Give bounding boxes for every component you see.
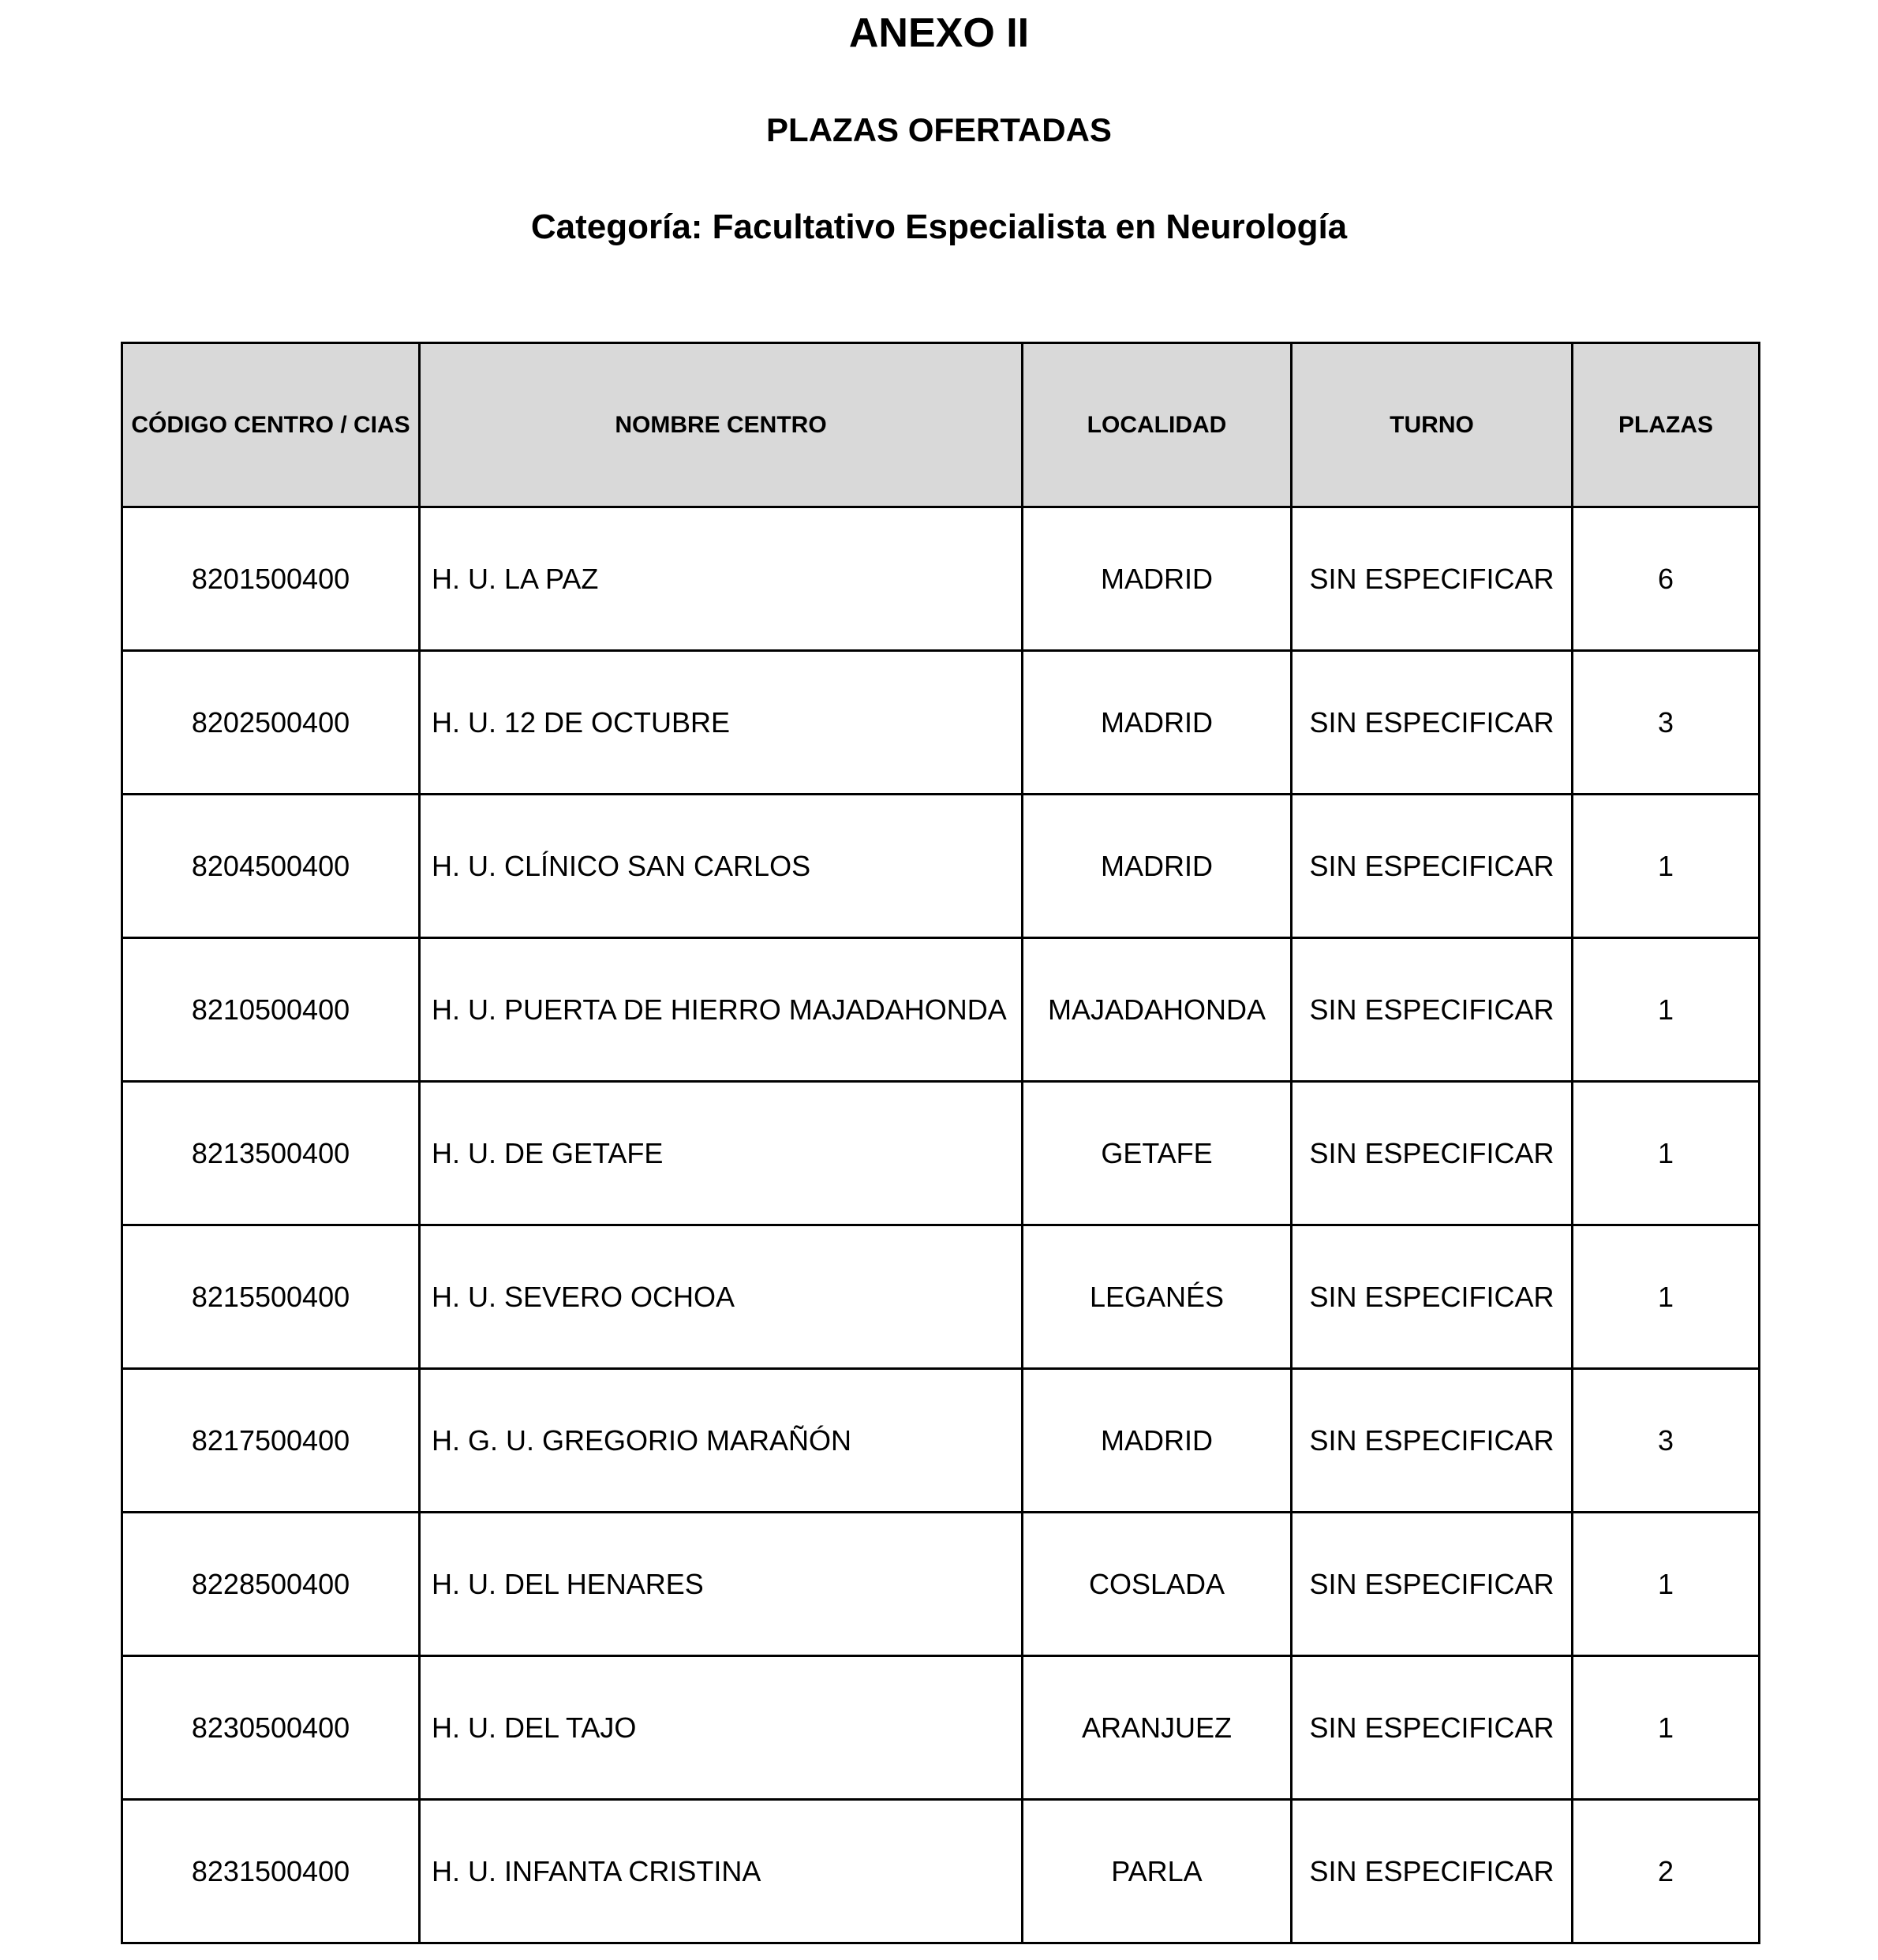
cell-places: 3 [1573,1369,1760,1513]
cell-shift: SIN ESPECIFICAR [1292,507,1573,651]
cell-locality: MADRID [1023,651,1292,795]
cell-places: 3 [1573,651,1760,795]
cell-name: H. U. CLÍNICO SAN CARLOS [420,795,1023,938]
cell-shift: SIN ESPECIFICAR [1292,1656,1573,1800]
cell-places: 1 [1573,1513,1760,1656]
cell-shift: SIN ESPECIFICAR [1292,1082,1573,1225]
header-code: CÓDIGO CENTRO / CIAS [122,343,420,507]
table-row [122,1082,1760,1225]
cell-places: 1 [1573,1082,1760,1225]
cell-code: 8228500400 [122,1513,420,1656]
cell-code: 8201500400 [122,507,420,651]
table-row [122,651,1760,795]
cell-locality: ARANJUEZ [1023,1656,1292,1800]
cell-name: H. U. DEL TAJO [420,1656,1023,1800]
cell-name: H. U. 12 DE OCTUBRE [420,651,1023,795]
cell-code: 8217500400 [122,1369,420,1513]
cell-shift: SIN ESPECIFICAR [1292,795,1573,938]
cell-shift: SIN ESPECIFICAR [1292,1513,1573,1656]
cell-code: 8230500400 [122,1656,420,1800]
table-row [122,1513,1760,1656]
cell-name: H. U. LA PAZ [420,507,1023,651]
annex-title: ANEXO II [848,10,1030,56]
cell-locality: PARLA [1023,1800,1292,1943]
table-row [122,938,1760,1082]
table-header [122,343,1760,507]
header-places: PLAZAS [1573,343,1760,507]
table-row [122,1225,1760,1369]
table-row [122,795,1760,938]
table-row [122,1656,1760,1800]
cell-code: 8215500400 [122,1225,420,1369]
table-row [122,1800,1760,1943]
cell-code: 8231500400 [122,1800,420,1943]
cell-locality: MADRID [1023,1369,1292,1513]
cell-name: H. G. U. GREGORIO MARAÑÓN [420,1369,1023,1513]
cell-shift: SIN ESPECIFICAR [1292,1369,1573,1513]
header-locality: LOCALIDAD [1023,343,1292,507]
cell-places: 2 [1573,1800,1760,1943]
cell-shift: SIN ESPECIFICAR [1292,1225,1573,1369]
cell-locality: MADRID [1023,795,1292,938]
cell-name: H. U. INFANTA CRISTINA [420,1800,1023,1943]
table-body [122,507,1760,1943]
header-row [122,343,1760,507]
cell-places: 6 [1573,507,1760,651]
cell-code: 8213500400 [122,1082,420,1225]
cell-locality: MAJADAHONDA [1023,938,1292,1082]
cell-places: 1 [1573,1656,1760,1800]
cell-name: H. U. DE GETAFE [420,1082,1023,1225]
document-subtitle: PLAZAS OFERTADAS [766,111,1112,148]
cell-code: 8210500400 [122,938,420,1082]
plazas-table [121,342,1760,1944]
cell-shift: SIN ESPECIFICAR [1292,938,1573,1082]
cell-name: H. U. DEL HENARES [420,1513,1023,1656]
header-name: NOMBRE CENTRO [420,343,1023,507]
cell-locality: LEGANÉS [1023,1225,1292,1369]
cell-places: 1 [1573,1225,1760,1369]
cell-locality: GETAFE [1023,1082,1292,1225]
cell-places: 1 [1573,795,1760,938]
cell-locality: MADRID [1023,507,1292,651]
cell-code: 8202500400 [122,651,420,795]
table-row [122,507,1760,651]
header-shift: TURNO [1292,343,1573,507]
cell-shift: SIN ESPECIFICAR [1292,651,1573,795]
category-title: Categoría: Facultativo Especialista en Neurología [530,208,1348,246]
cell-locality: COSLADA [1023,1513,1292,1656]
cell-shift: SIN ESPECIFICAR [1292,1800,1573,1943]
cell-name: H. U. SEVERO OCHOA [420,1225,1023,1369]
cell-places: 1 [1573,938,1760,1082]
cell-name: H. U. PUERTA DE HIERRO MAJADAHONDA [420,938,1023,1082]
table-row [122,1369,1760,1513]
cell-code: 8204500400 [122,795,420,938]
